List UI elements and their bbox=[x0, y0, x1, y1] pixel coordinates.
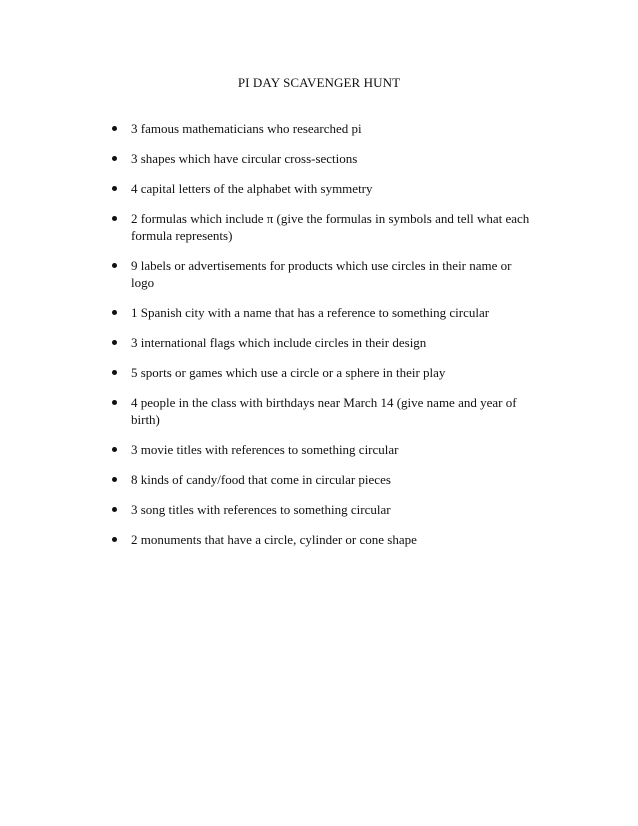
list-item-text: 8 kinds of candy/food that come in circular pieces bbox=[131, 472, 391, 487]
list-item bbox=[110, 150, 530, 167]
bullet-icon bbox=[112, 126, 117, 131]
list-item-text: 2 formulas which include π (give the formulas in symbols and tell what each formula represents) bbox=[131, 211, 530, 243]
bullet-icon bbox=[112, 447, 117, 452]
list-item bbox=[110, 364, 530, 381]
bullet-icon bbox=[112, 216, 117, 221]
list-item bbox=[110, 257, 530, 291]
list-item bbox=[110, 501, 530, 518]
bullet-icon bbox=[112, 537, 117, 542]
list-item bbox=[110, 180, 530, 197]
bullet-icon bbox=[112, 400, 117, 405]
list-item-text: 1 Spanish city with a name that has a reference to something circular bbox=[131, 305, 490, 320]
list-item bbox=[110, 120, 530, 137]
bullet-icon bbox=[112, 310, 117, 315]
list-item-text: 3 shapes which have circular cross-sections bbox=[131, 151, 358, 166]
bullet-icon bbox=[112, 477, 117, 482]
list-item-text: 3 international flags which include circles in their design bbox=[131, 335, 427, 350]
bullet-icon bbox=[112, 507, 117, 512]
list-item-text: 3 movie titles with references to something circular bbox=[131, 442, 399, 457]
bullet-icon bbox=[112, 340, 117, 345]
bullet-icon bbox=[112, 263, 117, 268]
list-item bbox=[110, 471, 530, 488]
list-item-text: 2 monuments that have a circle, cylinder or cone shape bbox=[131, 532, 417, 547]
bullet-icon bbox=[112, 370, 117, 375]
scavenger-hunt-list bbox=[110, 120, 530, 561]
bullet-icon bbox=[112, 186, 117, 191]
list-item bbox=[110, 304, 530, 321]
list-item bbox=[110, 334, 530, 351]
list-item-text: 4 people in the class with birthdays near March 14 (give name and year of birth) bbox=[131, 395, 517, 427]
list-item bbox=[110, 441, 530, 458]
bullet-icon bbox=[112, 156, 117, 161]
list-item bbox=[110, 394, 530, 428]
list-item-text: 9 labels or advertisements for products which use circles in their name or logo bbox=[131, 258, 512, 290]
list-item-text: 3 famous mathematicians who researched pi bbox=[131, 121, 362, 136]
document-title: PI DAY SCAVENGER HUNT bbox=[237, 75, 401, 90]
list-item bbox=[110, 210, 530, 244]
list-item-text: 5 sports or games which use a circle or a sphere in their play bbox=[131, 365, 446, 380]
list-item-text: 3 song titles with references to something circular bbox=[131, 502, 391, 517]
list-item bbox=[110, 531, 530, 548]
list-item-text: 4 capital letters of the alphabet with symmetry bbox=[131, 181, 373, 196]
